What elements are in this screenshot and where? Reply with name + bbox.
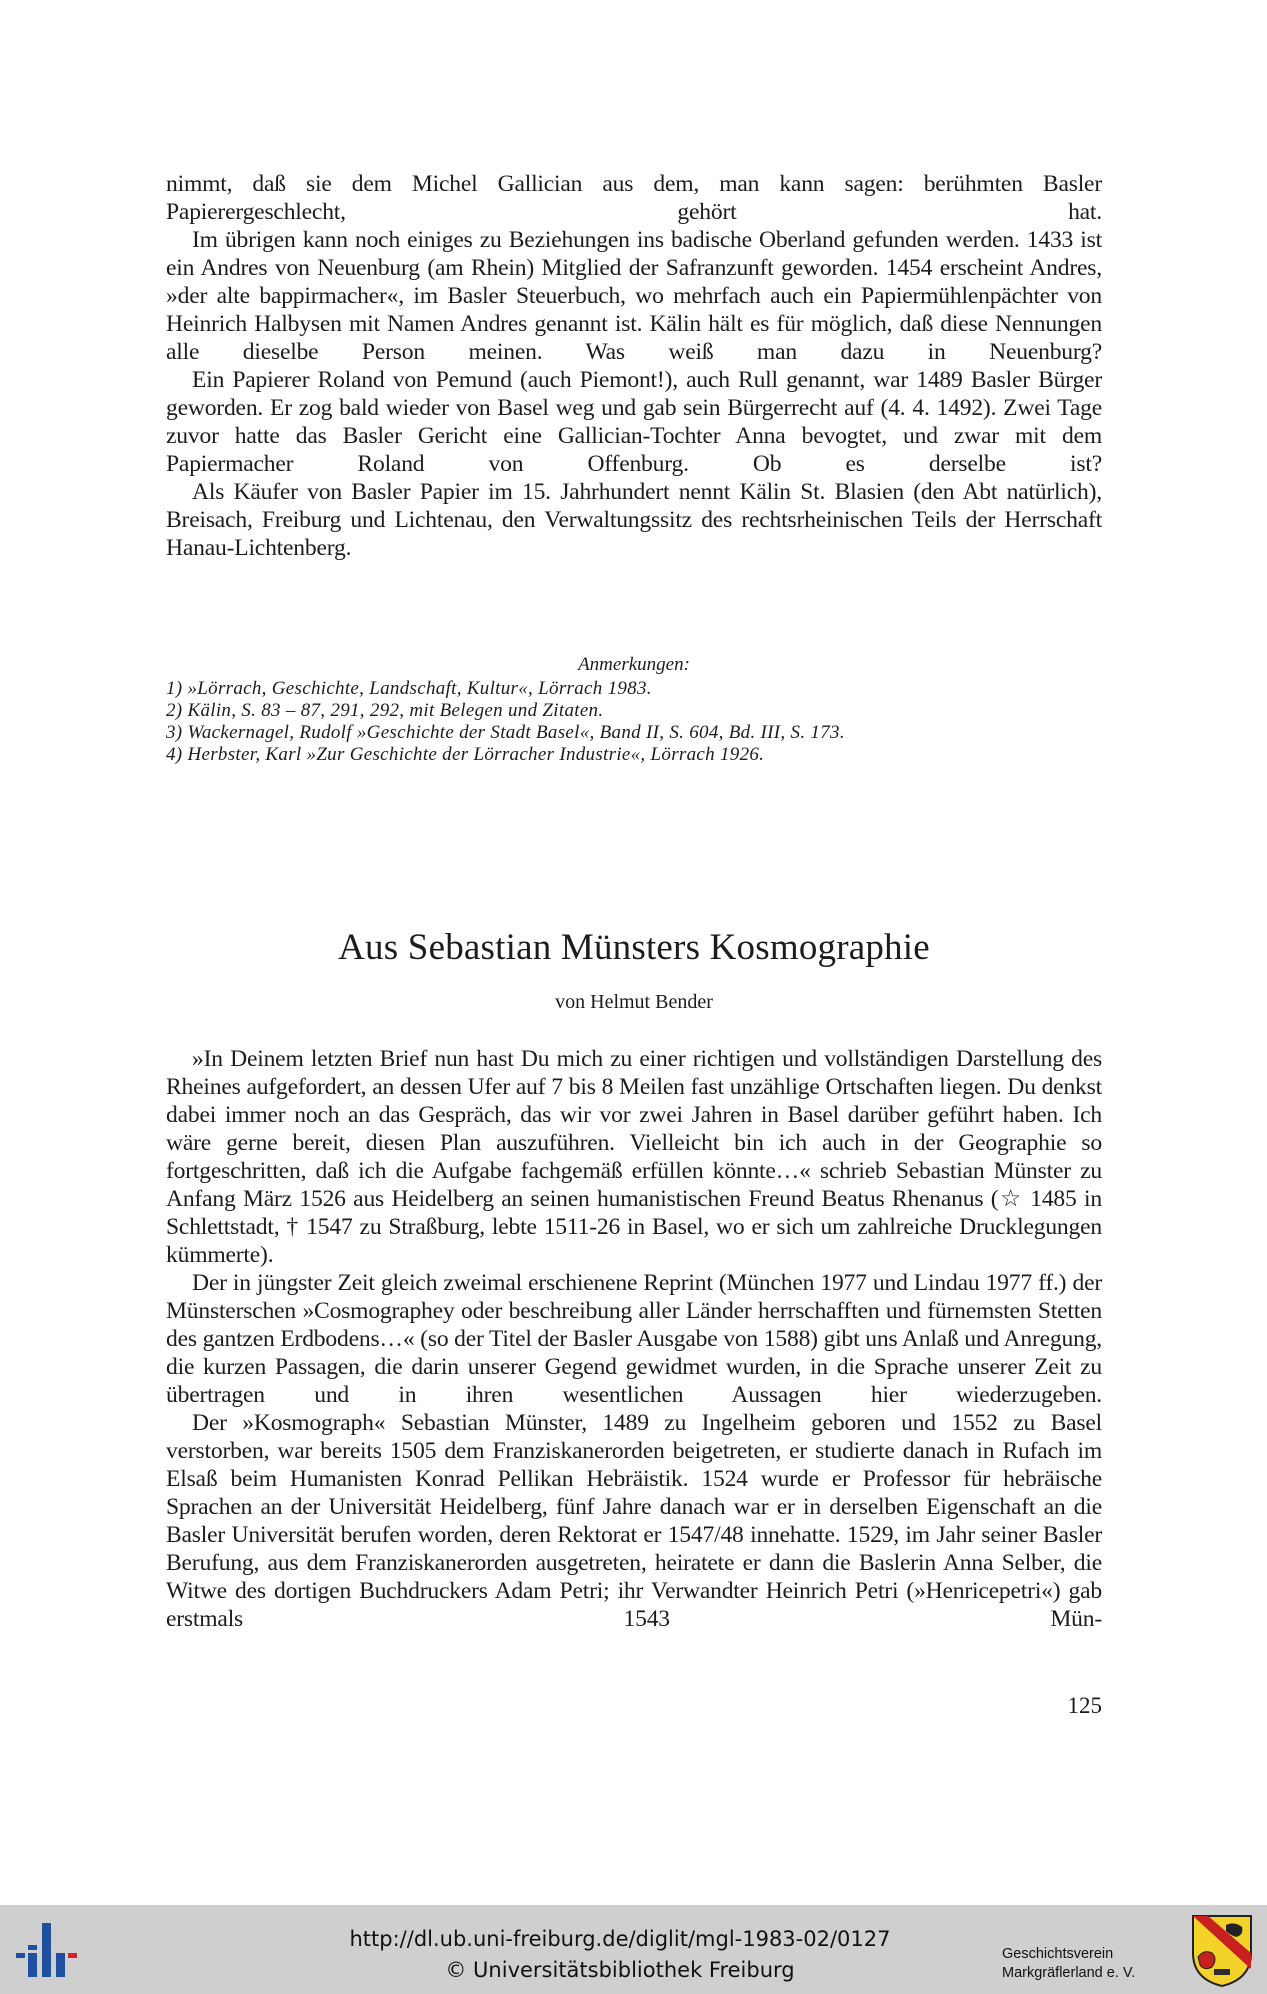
paragraph: Im übrigen kann noch einiges zu Beziehungen ins badische Oberland gefunden werden. 1433 ist ein Andres von Neuenburg (am Rhein) Mitglied der Safranzunft geworden. 1454 erscheint Andres, »der alte bappirmacher«, im Basler Steuerbuch, wo mehrfach auch ein Papiermühlenpächter von Heinrich Halbysen mit Namen Andres genannt ist. Kälin hält es für möglich, daß diese Nennungen alle dieselbe Person meinen. Was weiß man dazu in Neuenburg? xyxy=(166,227,1102,365)
footnote-item: 1) »Lörrach, Geschichte, Landschaft, Kultur«, Lörrach 1983. xyxy=(166,678,652,699)
continued-article-text xyxy=(166,170,1102,562)
footnotes xyxy=(166,654,1102,766)
ub-freiburg-logo-icon[interactable] xyxy=(12,1919,82,1981)
footer-bar xyxy=(0,1905,1267,1994)
society-name: Geschichtsverein xyxy=(1002,1946,1114,1962)
society-name-line2: Markgräflerland e. V. xyxy=(1002,1965,1136,1981)
footnote-item: 4) Herbster, Karl »Zur Geschichte der Lörracher Industrie«, Lörrach 1926. xyxy=(166,744,765,765)
coat-of-arms-icon[interactable] xyxy=(1190,1913,1254,1989)
paragraph: Ein Papierer Roland von Pemund (auch Piemont!), auch Rull genannt, war 1489 Basler Bürger geworden. Er zog bald wieder von Basel weg und gab sein Bürgerrecht auf (4. 4. 1492). Zwei Tage zuvor hatte das Basler Gericht eine Gallician-Tochter Anna bevogtet, und zwar mit dem Papiermacher Roland von Offenburg. Ob es derselbe ist? xyxy=(166,367,1102,477)
page-number: 125 xyxy=(1067,1693,1102,1718)
paragraph: »In Deinem letzten Brief nun hast Du mich zu einer richtigen und vollständigen Darstellung des Rheines aufgefordert, an dessen Ufer auf 7 bis 8 Meilen fast unzählige Ortschaften liegen. Du denkst dabei immer noch an das Gespräch, das wir vor zwei Jahren in Basel darüber geführt haben. Ich wäre gerne bereit, diesen Plan auszuführen. Vielleicht bin ich auch in der Geographie so fortgeschritten, daß ich die Aufgabe fachgemäß erfüllen könnte…« schrieb Sebastian Münster zu Anfang März 1526 aus Heidelberg an seinen humanistischen Freund Beatus Rhenanus (☆ 1485 in Schlettstadt, † 1547 zu Straßburg, lebte 1511-26 in Basel, wo er sich um zahlreiche Drucklegungen kümmerte). xyxy=(166,1046,1102,1268)
footnote-item: 2) Kälin, S. 83 – 87, 291, 292, mit Belegen und Zitaten. xyxy=(166,700,604,721)
paragraph: nimmt, daß sie dem Michel Gallician aus dem, man kann sagen: berühmten Basler Papierergeschlecht, gehört hat. xyxy=(166,171,1102,225)
article-title: Aus Sebastian Münsters Kosmographie xyxy=(338,927,930,968)
article-body xyxy=(166,1045,1102,1633)
copyright-text: © Universitätsbibliothek Freiburg xyxy=(445,1958,795,1982)
paragraph: Der in jüngster Zeit gleich zweimal erschienene Reprint (München 1977 und Lindau 1977 ff.) der Münsterschen »Cosmographey oder beschreibung aller Länder herrschafften und fürnemsten Stetten des gantzen Erdbodens…« (so der Titel der Basler Ausgabe von 1588) gibt uns Anlaß und Anregung, die kurzen Passagen, die darin unserer Gegend gewidmet wurden, in die Sprache unserer Zeit zu übertragen und in ihren wesentlichen Aussagen hier wiederzugeben. xyxy=(166,1270,1102,1408)
article-author: von Helmut Bender xyxy=(555,991,713,1013)
footnote-item: 3) Wackernagel, Rudolf »Geschichte der Stadt Basel«, Band II, S. 604, Bd. III, S. 173. xyxy=(166,722,845,743)
footnotes-heading: Anmerkungen: xyxy=(578,654,690,675)
document-url-link[interactable]: http://dl.ub.uni-freiburg.de/diglit/mgl-1983-02/0127 xyxy=(349,1927,891,1951)
paragraph: Als Käufer von Basler Papier im 15. Jahrhundert nennt Kälin St. Blasien (den Abt natürlich), Breisach, Freiburg und Lichtenau, den Verwaltungssitz des rechtsrheinischen Teils der Herrschaft Hanau-Lichtenberg. xyxy=(166,479,1102,561)
paragraph: Der »Kosmograph« Sebastian Münster, 1489 zu Ingelheim geboren und 1552 zu Basel verstorben, war bereits 1505 dem Franziskanerorden beigetreten, er studierte danach in Rufach im Elsaß beim Humanisten Konrad Pellikan Hebräistik. 1524 wurde er Professor für hebräische Sprachen an der Universität Heidelberg, fünf Jahre danach war er in derselben Eigenschaft an die Basler Universität berufen worden, deren Rektorat er 1547/48 innehatte. 1529, im Jahr seiner Basler Berufung, aus dem Franziskanerorden ausgetreten, heiratete er dann die Baslerin Anna Selber, die Witwe des dortigen Buchdruckers Adam Petri; ihr Verwandter Heinrich Petri (»Henricepetri«) gab erstmals 1543 Mün- xyxy=(166,1410,1102,1632)
